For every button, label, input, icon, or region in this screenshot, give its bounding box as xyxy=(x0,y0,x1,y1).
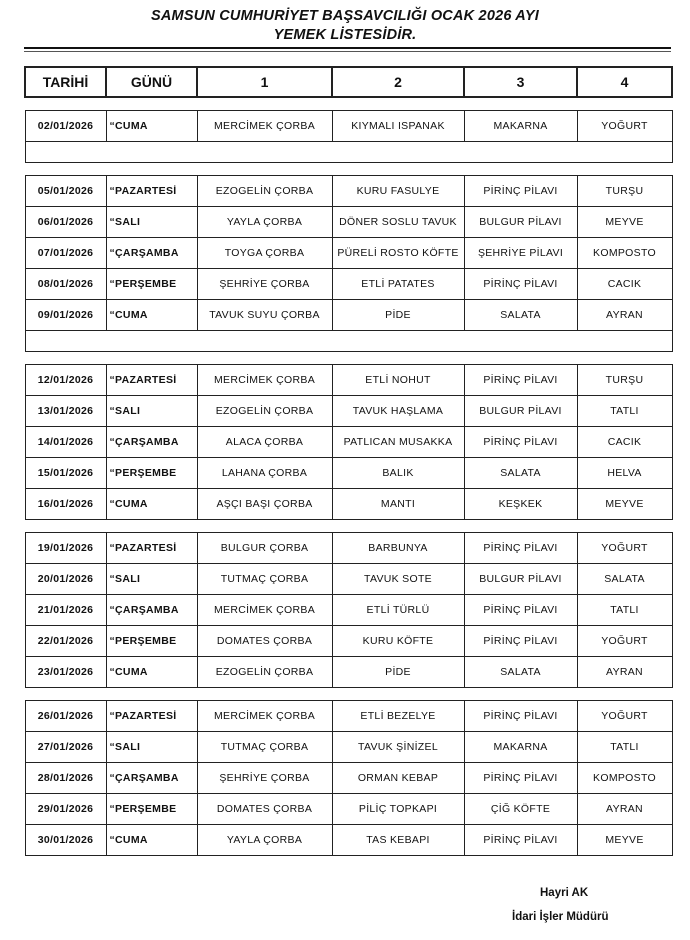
date-cell: 29/01/2026 xyxy=(25,794,106,825)
week-separator xyxy=(25,97,672,111)
day-cell: “PAZARTESİ xyxy=(106,533,197,564)
meal-menu-table xyxy=(24,66,673,856)
table-row xyxy=(25,458,672,489)
course-1-cell: MERCİMEK ÇORBA xyxy=(197,701,332,732)
course-2-cell: KURU FASULYE xyxy=(332,176,464,207)
week-separator-cell xyxy=(25,520,672,533)
course-1-cell: BULGUR ÇORBA xyxy=(197,533,332,564)
holiday-blank-row xyxy=(25,331,672,352)
course-4-cell: TATLI xyxy=(577,595,672,626)
day-cell: “ÇARŞAMBA xyxy=(106,763,197,794)
signature-title: İdari İşler Müdürü xyxy=(512,911,609,923)
date-cell: 15/01/2026 xyxy=(25,458,106,489)
course-3-cell: BULGUR PİLAVI xyxy=(464,207,577,238)
day-cell: “PAZARTESİ xyxy=(106,176,197,207)
day-cell: “PERŞEMBE xyxy=(106,626,197,657)
course-2-cell: TAVUK HAŞLAMA xyxy=(332,396,464,427)
date-cell: 30/01/2026 xyxy=(25,825,106,856)
week-separator xyxy=(25,352,672,365)
table-row xyxy=(25,732,672,763)
title-divider-thick xyxy=(24,47,671,49)
course-1-cell: LAHANA ÇORBA xyxy=(197,458,332,489)
day-cell: “PERŞEMBE xyxy=(106,458,197,489)
week-separator xyxy=(25,163,672,176)
course-4-cell: MEYVE xyxy=(577,207,672,238)
course-3-cell: PİRİNÇ PİLAVI xyxy=(464,269,577,300)
course-4-cell: KOMPOSTO xyxy=(577,763,672,794)
course-3-cell: ŞEHRİYE PİLAVI xyxy=(464,238,577,269)
course-4-cell: CACIK xyxy=(577,269,672,300)
date-cell: 13/01/2026 xyxy=(25,396,106,427)
course-4-cell: AYRAN xyxy=(577,657,672,688)
course-3-cell: SALATA xyxy=(464,300,577,331)
course-2-cell: ORMAN KEBAP xyxy=(332,763,464,794)
date-cell: 08/01/2026 xyxy=(25,269,106,300)
table-row xyxy=(25,763,672,794)
course-4-cell: YOĞURT xyxy=(577,701,672,732)
week-separator-cell xyxy=(25,688,672,701)
course-2-cell: MANTI xyxy=(332,489,464,520)
course-2-cell: PÜRELİ ROSTO KÖFTE xyxy=(332,238,464,269)
day-cell: “SALI xyxy=(106,207,197,238)
course-1-cell: TUTMAÇ ÇORBA xyxy=(197,564,332,595)
course-4-cell: AYRAN xyxy=(577,794,672,825)
day-cell: “CUMA xyxy=(106,825,197,856)
course-2-cell: TAVUK ŞİNİZEL xyxy=(332,732,464,763)
course-4-cell: TURŞU xyxy=(577,176,672,207)
course-3-cell: PİRİNÇ PİLAVI xyxy=(464,701,577,732)
column-header-date: TARİHİ xyxy=(25,67,106,97)
table-header-row xyxy=(25,67,672,97)
day-cell: “ÇARŞAMBA xyxy=(106,238,197,269)
title-divider-thin xyxy=(24,51,671,52)
table-row xyxy=(25,701,672,732)
week-separator-cell xyxy=(25,97,672,111)
column-header-course-1: 1 xyxy=(197,67,332,97)
course-4-cell: SALATA xyxy=(577,564,672,595)
course-3-cell: BULGUR PİLAVI xyxy=(464,564,577,595)
course-1-cell: AŞÇI BAŞI ÇORBA xyxy=(197,489,332,520)
date-cell: 28/01/2026 xyxy=(25,763,106,794)
table-row xyxy=(25,825,672,856)
day-cell: “PAZARTESİ xyxy=(106,365,197,396)
course-2-cell: PATLICAN MUSAKKA xyxy=(332,427,464,458)
course-3-cell: PİRİNÇ PİLAVI xyxy=(464,533,577,564)
course-4-cell: TATLI xyxy=(577,732,672,763)
course-1-cell: TOYGA ÇORBA xyxy=(197,238,332,269)
course-4-cell: HELVA xyxy=(577,458,672,489)
day-cell: “PAZARTESİ xyxy=(106,701,197,732)
table-row xyxy=(25,533,672,564)
course-1-cell: ALACA ÇORBA xyxy=(197,427,332,458)
course-1-cell: MERCİMEK ÇORBA xyxy=(197,111,332,142)
course-4-cell: YOĞURT xyxy=(577,533,672,564)
course-2-cell: ETLİ BEZELYE xyxy=(332,701,464,732)
course-4-cell: TURŞU xyxy=(577,365,672,396)
holiday-blank-cell xyxy=(25,142,672,163)
date-cell: 26/01/2026 xyxy=(25,701,106,732)
table-row xyxy=(25,489,672,520)
day-cell: “PERŞEMBE xyxy=(106,269,197,300)
course-3-cell: MAKARNA xyxy=(464,732,577,763)
table-row xyxy=(25,207,672,238)
column-header-course-3: 3 xyxy=(464,67,577,97)
table-row xyxy=(25,595,672,626)
holiday-blank-row xyxy=(25,142,672,163)
day-cell: “CUMA xyxy=(106,489,197,520)
course-4-cell: YOĞURT xyxy=(577,111,672,142)
table-row xyxy=(25,396,672,427)
date-cell: 27/01/2026 xyxy=(25,732,106,763)
course-2-cell: TAVUK SOTE xyxy=(332,564,464,595)
course-4-cell: AYRAN xyxy=(577,300,672,331)
day-cell: “CUMA xyxy=(106,657,197,688)
course-3-cell: PİRİNÇ PİLAVI xyxy=(464,763,577,794)
holiday-blank-cell xyxy=(25,331,672,352)
course-2-cell: KURU KÖFTE xyxy=(332,626,464,657)
course-1-cell: EZOGELİN ÇORBA xyxy=(197,657,332,688)
course-3-cell: MAKARNA xyxy=(464,111,577,142)
course-1-cell: MERCİMEK ÇORBA xyxy=(197,595,332,626)
date-cell: 07/01/2026 xyxy=(25,238,106,269)
table-row xyxy=(25,111,672,142)
date-cell: 06/01/2026 xyxy=(25,207,106,238)
table-row xyxy=(25,626,672,657)
course-4-cell: YOĞURT xyxy=(577,626,672,657)
date-cell: 12/01/2026 xyxy=(25,365,106,396)
date-cell: 19/01/2026 xyxy=(25,533,106,564)
week-separator-cell xyxy=(25,352,672,365)
course-1-cell: DOMATES ÇORBA xyxy=(197,626,332,657)
table-row xyxy=(25,238,672,269)
course-2-cell: DÖNER SOSLU TAVUK xyxy=(332,207,464,238)
table-row xyxy=(25,269,672,300)
day-cell: “ÇARŞAMBA xyxy=(106,427,197,458)
column-header-day: GÜNÜ xyxy=(106,67,197,97)
course-3-cell: PİRİNÇ PİLAVI xyxy=(464,365,577,396)
course-1-cell: ŞEHRİYE ÇORBA xyxy=(197,269,332,300)
course-4-cell: TATLI xyxy=(577,396,672,427)
day-cell: “CUMA xyxy=(106,300,197,331)
week-separator-cell xyxy=(25,163,672,176)
table-row xyxy=(25,300,672,331)
day-cell: “SALI xyxy=(106,732,197,763)
date-cell: 05/01/2026 xyxy=(25,176,106,207)
course-3-cell: PİRİNÇ PİLAVI xyxy=(464,626,577,657)
document-title-line-2: YEMEK LİSTESİDİR. xyxy=(273,27,417,43)
course-2-cell: PİLİÇ TOPKAPI xyxy=(332,794,464,825)
course-3-cell: KEŞKEK xyxy=(464,489,577,520)
column-header-course-4: 4 xyxy=(577,67,672,97)
signature-name: Hayri AK xyxy=(540,887,589,899)
date-cell: 23/01/2026 xyxy=(25,657,106,688)
course-2-cell: ETLİ PATATES xyxy=(332,269,464,300)
course-3-cell: SALATA xyxy=(464,657,577,688)
course-1-cell: YAYLA ÇORBA xyxy=(197,825,332,856)
day-cell: “SALI xyxy=(106,564,197,595)
course-3-cell: PİRİNÇ PİLAVI xyxy=(464,595,577,626)
course-4-cell: MEYVE xyxy=(577,489,672,520)
course-3-cell: ÇİĞ KÖFTE xyxy=(464,794,577,825)
course-1-cell: MERCİMEK ÇORBA xyxy=(197,365,332,396)
day-cell: “SALI xyxy=(106,396,197,427)
course-3-cell: SALATA xyxy=(464,458,577,489)
course-1-cell: DOMATES ÇORBA xyxy=(197,794,332,825)
course-4-cell: MEYVE xyxy=(577,825,672,856)
course-2-cell: KIYMALI ISPANAK xyxy=(332,111,464,142)
course-1-cell: ŞEHRİYE ÇORBA xyxy=(197,763,332,794)
table-row xyxy=(25,657,672,688)
course-2-cell: PİDE xyxy=(332,657,464,688)
course-1-cell: TAVUK SUYU ÇORBA xyxy=(197,300,332,331)
date-cell: 20/01/2026 xyxy=(25,564,106,595)
course-3-cell: PİRİNÇ PİLAVI xyxy=(464,427,577,458)
course-3-cell: PİRİNÇ PİLAVI xyxy=(464,176,577,207)
day-cell: “PERŞEMBE xyxy=(106,794,197,825)
course-2-cell: PİDE xyxy=(332,300,464,331)
table-row xyxy=(25,365,672,396)
course-3-cell: PİRİNÇ PİLAVI xyxy=(464,825,577,856)
day-cell: “ÇARŞAMBA xyxy=(106,595,197,626)
table-row xyxy=(25,794,672,825)
course-2-cell: ETLİ NOHUT xyxy=(332,365,464,396)
course-1-cell: EZOGELİN ÇORBA xyxy=(197,176,332,207)
course-3-cell: BULGUR PİLAVI xyxy=(464,396,577,427)
date-cell: 09/01/2026 xyxy=(25,300,106,331)
table-row xyxy=(25,564,672,595)
course-4-cell: CACIK xyxy=(577,427,672,458)
column-header-course-2: 2 xyxy=(332,67,464,97)
course-1-cell: EZOGELİN ÇORBA xyxy=(197,396,332,427)
week-separator xyxy=(25,688,672,701)
day-cell: “CUMA xyxy=(106,111,197,142)
course-1-cell: TUTMAÇ ÇORBA xyxy=(197,732,332,763)
date-cell: 21/01/2026 xyxy=(25,595,106,626)
course-4-cell: KOMPOSTO xyxy=(577,238,672,269)
date-cell: 02/01/2026 xyxy=(25,111,106,142)
date-cell: 22/01/2026 xyxy=(25,626,106,657)
course-1-cell: YAYLA ÇORBA xyxy=(197,207,332,238)
date-cell: 16/01/2026 xyxy=(25,489,106,520)
course-2-cell: BARBUNYA xyxy=(332,533,464,564)
course-2-cell: TAS KEBAPI xyxy=(332,825,464,856)
date-cell: 14/01/2026 xyxy=(25,427,106,458)
table-row xyxy=(25,427,672,458)
document-title-line-1: SAMSUN CUMHURİYET BAŞSAVCILIĞI OCAK 2026 AYI xyxy=(151,8,539,24)
table-row xyxy=(25,176,672,207)
course-2-cell: BALIK xyxy=(332,458,464,489)
course-2-cell: ETLİ TÜRLÜ xyxy=(332,595,464,626)
week-separator xyxy=(25,520,672,533)
